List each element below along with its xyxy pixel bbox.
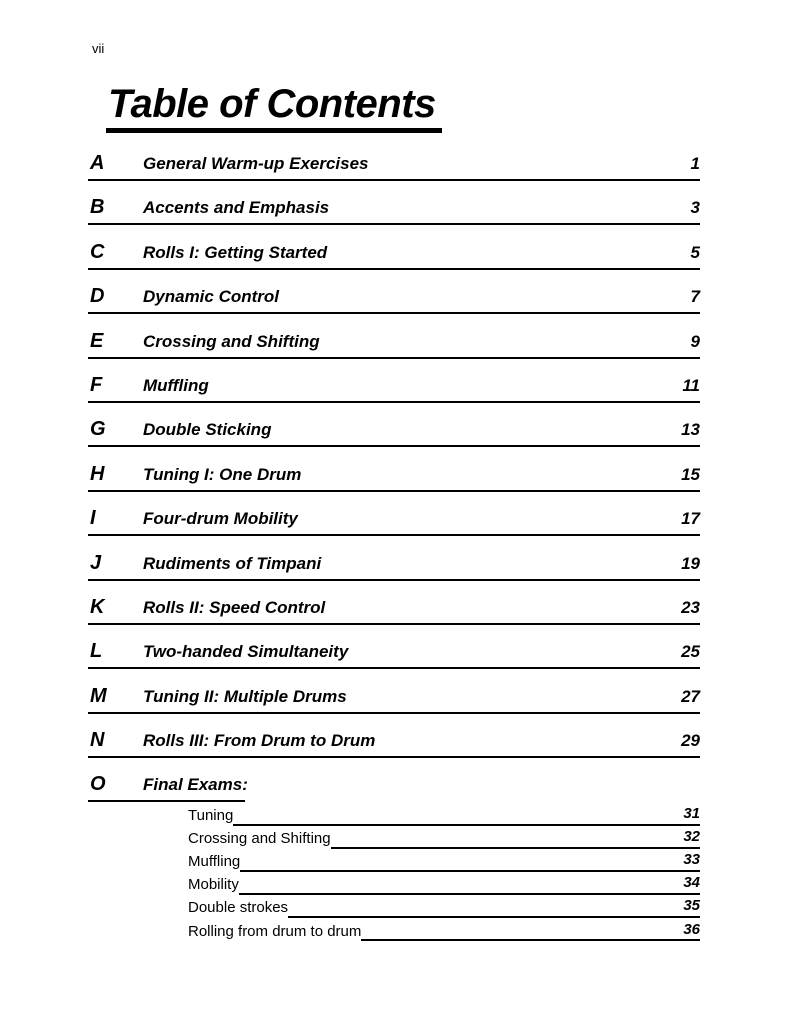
entry-page-number: 13 xyxy=(681,420,700,440)
subentry-page-number: 32 xyxy=(683,827,700,849)
subentry-page-number: 31 xyxy=(683,804,700,826)
entry-letter: B xyxy=(90,196,105,219)
entry-letter: C xyxy=(90,240,105,263)
subentry-tuning xyxy=(188,802,700,825)
entry-letter: O xyxy=(90,773,106,796)
subentry-title: Mobility xyxy=(188,876,239,894)
entry-page-number: 5 xyxy=(690,242,700,262)
toc-entry-a xyxy=(88,151,700,181)
final-exams-heading xyxy=(88,772,248,802)
entry-title: General Warm-up Exercises xyxy=(143,154,369,173)
leader-line xyxy=(361,939,683,941)
leader-line xyxy=(288,916,683,918)
folio-page-number: vii xyxy=(92,41,105,56)
subentry-title: Tuning xyxy=(188,807,234,825)
entry-letter: I xyxy=(90,507,96,530)
entry-title: Rolls I: Getting Started xyxy=(143,242,328,262)
subentry-crossing-and-shifting xyxy=(188,826,700,849)
toc-entry-h xyxy=(88,462,700,492)
entry-letter: J xyxy=(90,551,102,574)
subentry-title: Rolling from drum to drum xyxy=(188,922,362,940)
entry-page-number: 25 xyxy=(681,642,700,662)
toc-entry-n xyxy=(88,728,700,758)
subentry-mobility xyxy=(188,872,700,895)
subentry-title: Double strokes xyxy=(188,899,289,917)
subentry-page-number: 34 xyxy=(683,873,700,895)
entry-title: Muffling xyxy=(143,375,209,395)
toc-entry-e xyxy=(88,329,700,359)
entry-page-number: 23 xyxy=(681,597,700,617)
entry-page-number: 3 xyxy=(690,198,700,218)
entry-title: Four-drum Mobility xyxy=(143,509,298,529)
entry-page-number: 27 xyxy=(681,686,700,706)
entry-letter: G xyxy=(90,418,106,441)
toc-entry-i xyxy=(88,506,700,536)
toc-entry-f xyxy=(88,373,700,403)
leader-line xyxy=(239,893,683,895)
leader-line xyxy=(240,870,683,872)
entry-title: Rolls III: From Drum to Drum xyxy=(143,731,376,751)
entry-letter: F xyxy=(90,373,103,396)
toc-entry-b xyxy=(88,195,700,225)
entry-title: Final Exams: xyxy=(143,775,248,795)
subentry-page-number: 36 xyxy=(683,920,700,942)
toc-entry-g xyxy=(88,417,700,447)
entry-letter: M xyxy=(90,684,107,707)
final-exams-sublist xyxy=(188,802,700,941)
toc-entry-d xyxy=(88,284,700,314)
subentry-double-strokes xyxy=(188,895,700,918)
entry-letter: K xyxy=(90,595,105,618)
entry-letter: D xyxy=(90,285,105,308)
toc-entry-l xyxy=(88,639,700,669)
toc-entry-list xyxy=(88,151,700,941)
toc-entry-o-final-exams xyxy=(88,772,700,802)
leader-line xyxy=(331,847,684,849)
entry-title: Rolls II: Speed Control xyxy=(143,597,326,617)
subentry-page-number: 33 xyxy=(683,850,700,872)
entry-title: Two-handed Simultaneity xyxy=(143,642,349,662)
entry-page-number: 7 xyxy=(690,287,700,307)
toc-entry-m xyxy=(88,684,700,714)
entry-letter: A xyxy=(90,152,105,174)
entry-page-number: 1 xyxy=(690,154,700,173)
entry-letter: E xyxy=(90,329,104,352)
entry-title: Rudiments of Timpani xyxy=(143,553,322,573)
entry-title: Dynamic Control xyxy=(143,287,280,307)
subentry-title: Muffling xyxy=(188,853,241,871)
entry-page-number: 17 xyxy=(681,509,700,529)
entry-title: Accents and Emphasis xyxy=(143,198,330,218)
entry-letter: L xyxy=(90,640,103,663)
entry-letter: H xyxy=(90,462,105,485)
entry-title: Tuning I: One Drum xyxy=(143,464,302,484)
toc-entry-k xyxy=(88,595,700,625)
entry-title: Crossing and Shifting xyxy=(143,331,320,351)
subentry-title: Crossing and Shifting xyxy=(188,830,331,848)
subentry-rolling-from-drum-to-drum xyxy=(188,918,700,941)
entry-page-number: 15 xyxy=(681,464,700,484)
entry-title: Tuning II: Multiple Drums xyxy=(143,686,347,706)
leader-line xyxy=(233,824,683,826)
entry-letter: N xyxy=(90,729,105,752)
entry-page-number: 9 xyxy=(690,331,700,351)
subentry-page-number: 35 xyxy=(683,896,700,918)
entry-page-number: 19 xyxy=(681,553,700,573)
subentry-muffling xyxy=(188,849,700,872)
toc-entry-j xyxy=(88,551,700,581)
toc-entry-c xyxy=(88,240,700,270)
entry-page-number: 29 xyxy=(681,731,700,751)
entry-page-number: 11 xyxy=(682,375,700,395)
entry-title: Double Sticking xyxy=(143,420,272,440)
page-title: Table of Contents xyxy=(106,81,442,133)
